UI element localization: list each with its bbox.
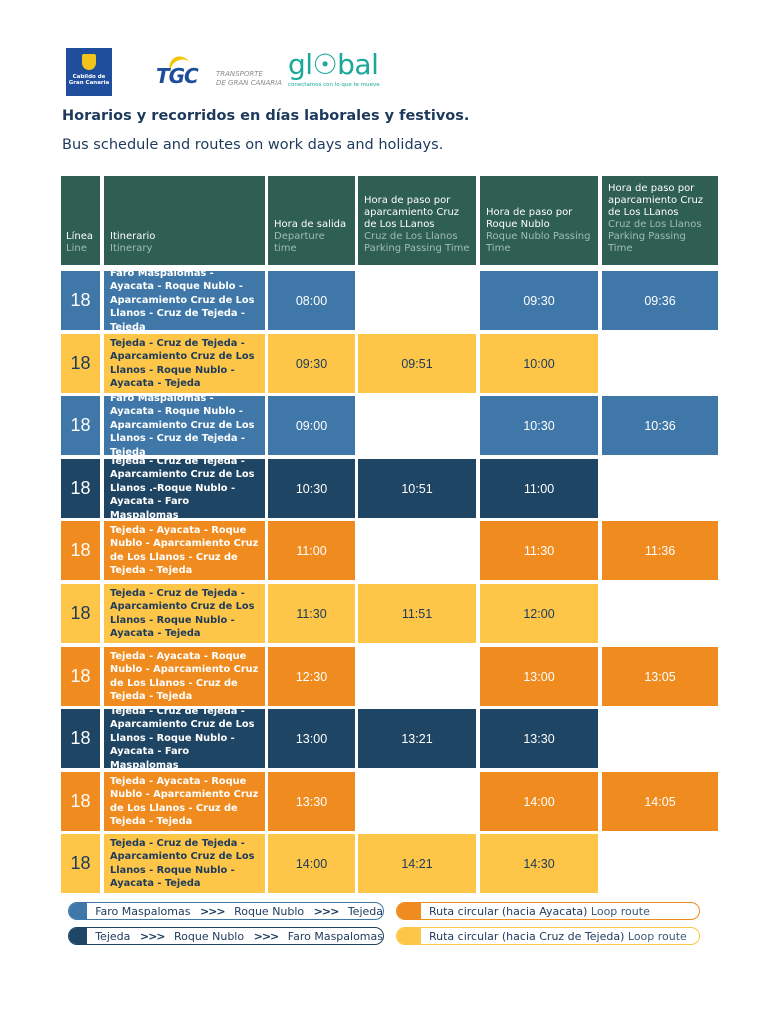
- header-llanos: [358, 176, 476, 265]
- itinerary-cell: Faro Maspalomas - Ayacata - Roque Nublo - Aparcamiento Cruz de Los Llanos - Cruz de Tejeda - Tejeda: [104, 271, 265, 330]
- legend-b-arrow-2: >>>: [253, 929, 279, 943]
- line-cell: 18: [61, 709, 100, 768]
- nublo-time-cell: 13:00: [480, 647, 598, 706]
- legend-route-a: [68, 902, 384, 920]
- legend-loop-ayacata-text: [421, 905, 650, 918]
- legend-loop-cruz-text: [421, 930, 687, 943]
- cruz-time-cell: 09:36: [602, 271, 718, 330]
- line-cell: 18: [61, 459, 100, 518]
- legend-a-stop-1: Faro Maspalomas: [95, 904, 191, 918]
- legend-d-main: Ruta circular (hacia Cruz de Tejeda): [429, 929, 625, 943]
- itinerary-cell: Tejeda - Cruz de Tejeda - Aparcamiento Cruz de Los Llanos - Roque Nublo - Ayacata - Tejeda: [104, 584, 265, 643]
- legend-swatch-yellow: [397, 928, 421, 944]
- coat-of-arms-icon: [82, 54, 96, 70]
- departure-time-cell: 09:30: [268, 334, 355, 393]
- cruz-time-cell: 11:36: [602, 521, 718, 580]
- cabildo-text-2: Gran Canaria: [68, 80, 110, 86]
- legend-route-b-text: [87, 930, 383, 943]
- cruz-time-cell: 13:05: [602, 647, 718, 706]
- legend-c-main: Ruta circular (hacia Ayacata): [429, 904, 588, 918]
- page-title-en: Bus schedule and routes on work days and holidays.: [62, 137, 444, 153]
- legend-a-arrow-1: >>>: [199, 904, 225, 918]
- header-departure-en: Departure time: [274, 231, 325, 254]
- cabildo-logo: [66, 48, 112, 96]
- header-cruz: [602, 176, 718, 265]
- legend-a-stop-2: Roque Nublo: [234, 904, 305, 918]
- departure-time-cell: 13:00: [268, 709, 355, 768]
- tgc-subtitle: [216, 70, 282, 88]
- line-cell: 18: [61, 334, 100, 393]
- legend-swatch-navy: [69, 928, 87, 944]
- itinerary-cell: Tejeda - Ayacata - Roque Nublo - Aparcamiento Cruz de Los Llanos - Cruz de Tejeda - Tejeda: [104, 521, 265, 580]
- legend-b-arrow-1: >>>: [139, 929, 165, 943]
- header-nublo-es: Hora de paso por Roque Nublo: [486, 207, 573, 230]
- tgc-logo: [156, 56, 296, 96]
- legend-c-en: Loop route: [587, 904, 650, 918]
- nublo-time-cell: 11:00: [480, 459, 598, 518]
- header-llanos-es: Hora de paso por aparcamiento Cruz de Los LLanos: [364, 195, 460, 230]
- header-departure-es: Hora de salida: [274, 219, 347, 230]
- departure-time-cell: 14:00: [268, 834, 355, 893]
- legend-route-b: [68, 927, 384, 945]
- tgc-sub-line-2: DE GRAN CANARIA: [216, 79, 282, 87]
- nublo-time-cell: 11:30: [480, 521, 598, 580]
- legend-a-stop-3: Tejeda: [347, 904, 383, 918]
- legend-b-stop-3: Faro Maspalomas: [287, 929, 383, 943]
- legend-swatch-blue: [69, 903, 87, 919]
- llanos-time-cell: 09:51: [358, 334, 476, 393]
- llanos-time-cell: 11:51: [358, 584, 476, 643]
- line-cell: 18: [61, 647, 100, 706]
- line-cell: 18: [61, 271, 100, 330]
- legend-a-arrow-2: >>>: [313, 904, 339, 918]
- departure-time-cell: 13:30: [268, 772, 355, 831]
- nublo-time-cell: 10:00: [480, 334, 598, 393]
- schedule-table: [61, 176, 721, 896]
- header-itinerary-en: Itinerary: [110, 243, 153, 254]
- legend-loop-ayacata: [396, 902, 700, 920]
- itinerary-cell: Tejeda - Cruz de Tejeda - Aparcamiento Cruz de Los Llanos - Roque Nublo - Ayacata - Tejeda: [104, 834, 265, 893]
- global-wordmark: gl☉bal: [288, 48, 379, 81]
- departure-time-cell: 08:00: [268, 271, 355, 330]
- llanos-time-cell: 13:21: [358, 709, 476, 768]
- nublo-time-cell: 09:30: [480, 271, 598, 330]
- cabildo-text-1: Cabildo de: [72, 74, 106, 80]
- tgc-mark: TGC: [156, 64, 198, 88]
- departure-time-cell: 11:00: [268, 521, 355, 580]
- header-line-es: Línea: [66, 231, 93, 242]
- global-logo: [288, 50, 408, 96]
- logo-bar: [64, 46, 404, 96]
- cruz-time-cell: 14:05: [602, 772, 718, 831]
- nublo-time-cell: 12:00: [480, 584, 598, 643]
- header-line: [61, 176, 100, 265]
- legend-d-en: Loop route: [624, 929, 687, 943]
- header-cruz-es: Hora de paso por aparcamiento Cruz de Los LLanos: [608, 183, 704, 218]
- line-cell: 18: [61, 396, 100, 455]
- departure-time-cell: 10:30: [268, 459, 355, 518]
- header-departure: [268, 176, 355, 265]
- departure-time-cell: 11:30: [268, 584, 355, 643]
- legend-b-stop-2: Roque Nublo: [174, 929, 245, 943]
- legend-b-stop-1: Tejeda: [95, 929, 131, 943]
- legend-swatch-orange: [397, 903, 421, 919]
- global-tagline: conectamos con lo que te mueve: [288, 82, 380, 88]
- itinerary-cell: Tejeda - Cruz de Tejeda - Aparcamiento Cruz de Los Llanos .-Roque Nublo - Ayacata - Faro Maspalomas: [104, 459, 265, 518]
- header-line-en: Line: [66, 243, 87, 254]
- itinerary-cell: Tejeda - Ayacata - Roque Nublo - Aparcamiento Cruz de Los Llanos - Cruz de Tejeda - Tejeda: [104, 647, 265, 706]
- itinerary-cell: Tejeda - Cruz de Tejeda - Aparcamiento Cruz de Los Llanos - Roque Nublo - Ayacata - Tejeda: [104, 334, 265, 393]
- legend-loop-cruz: [396, 927, 700, 945]
- header-itinerary-es: Itinerario: [110, 231, 156, 242]
- itinerary-cell: Tejeda - Cruz de Tejeda - Aparcamiento Cruz de Los Llanos - Roque Nublo - Ayacata - Faro Maspalomas: [104, 709, 265, 768]
- llanos-time-cell: 10:51: [358, 459, 476, 518]
- departure-time-cell: 09:00: [268, 396, 355, 455]
- cruz-time-cell: 10:36: [602, 396, 718, 455]
- header-cruz-en: Cruz de Los Llanos Parking Passing Time: [608, 219, 702, 254]
- nublo-time-cell: 14:30: [480, 834, 598, 893]
- departure-time-cell: 12:30: [268, 647, 355, 706]
- tgc-sub-line-1: TRANSPORTE: [216, 70, 263, 78]
- page-title-es: Horarios y recorridos en días laborales y festivos.: [62, 108, 470, 124]
- llanos-time-cell: 14:21: [358, 834, 476, 893]
- itinerary-cell: Faro Maspalomas - Ayacata - Roque Nublo - Aparcamiento Cruz de Los Llanos - Cruz de Tejeda - Tejeda: [104, 396, 265, 455]
- line-cell: 18: [61, 584, 100, 643]
- nublo-time-cell: 10:30: [480, 396, 598, 455]
- itinerary-cell: Tejeda - Ayacata - Roque Nublo - Aparcamiento Cruz de Los Llanos - Cruz de Tejeda - Tejeda: [104, 772, 265, 831]
- header-nublo-en: Roque Nublo Passing Time: [486, 231, 591, 254]
- legend-route-a-text: [87, 905, 383, 918]
- header-itinerary: [104, 176, 265, 265]
- nublo-time-cell: 13:30: [480, 709, 598, 768]
- line-cell: 18: [61, 834, 100, 893]
- nublo-time-cell: 14:00: [480, 772, 598, 831]
- header-roque-nublo: [480, 176, 598, 265]
- line-cell: 18: [61, 772, 100, 831]
- header-llanos-en: Cruz de Los Llanos Parking Passing Time: [364, 231, 470, 254]
- line-cell: 18: [61, 521, 100, 580]
